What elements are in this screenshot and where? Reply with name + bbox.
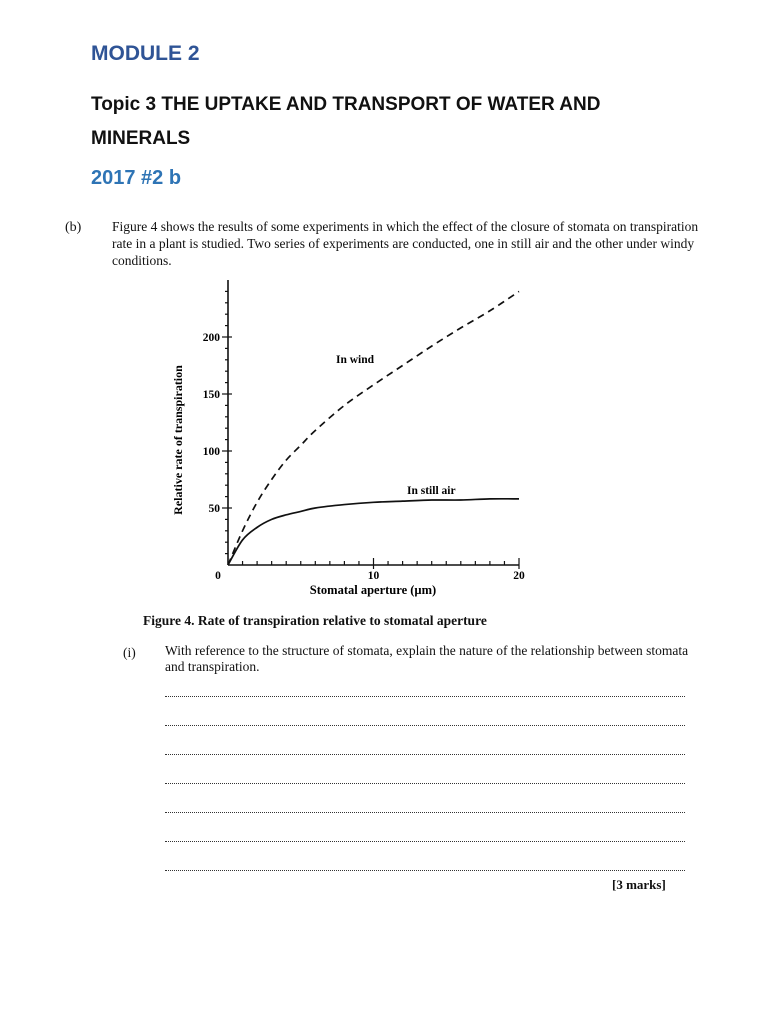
series-line-still-air — [228, 499, 519, 565]
answer-line[interactable] — [165, 725, 685, 726]
series-label-wind: In wind — [336, 354, 375, 366]
chart-axes — [228, 280, 519, 565]
topic-heading: Topic 3 THE UPTAKE AND TRANSPORT OF WATER AND MINERALS — [91, 94, 601, 149]
x-tick-label: 10 — [367, 570, 380, 582]
module-heading: MODULE 2 — [91, 42, 200, 65]
question-text: Figure 4 shows the results of some experiments in which the effect of the closure of stomata on transpiration rate in a plant is studied. Two series of experiments are conducted, one in still air and the other under windy conditions. — [112, 219, 699, 268]
answer-line[interactable] — [165, 754, 685, 755]
x-tick-label: 0 — [215, 570, 221, 582]
figure-caption: Figure 4. Rate of transpiration relative to stomatal aperture — [143, 613, 487, 628]
answer-line[interactable] — [165, 696, 685, 697]
subquestion-label: (i) — [123, 645, 136, 660]
question-label: (b) — [65, 220, 82, 235]
x-axis-label: Stomatal aperture (µm) — [309, 583, 437, 597]
answer-line[interactable] — [165, 841, 685, 842]
y-axis-label: Relative rate of transpiration — [171, 365, 185, 515]
answer-line[interactable] — [165, 783, 685, 784]
year-reference: 2017 #2 b — [91, 167, 182, 189]
chart-ticks — [203, 291, 525, 582]
x-tick-label: 20 — [513, 570, 525, 582]
y-tick-label: 150 — [202, 389, 220, 401]
answer-line[interactable] — [165, 812, 685, 813]
chart-series — [228, 291, 519, 565]
series-line-wind — [228, 291, 519, 565]
subquestion-text: With reference to the structure of stomata, explain the nature of the relationship between stomata and transpiration. — [165, 643, 689, 674]
series-label-still-air: In still air — [407, 485, 456, 497]
y-tick-label: 200 — [202, 332, 220, 344]
y-tick-label: 100 — [202, 446, 220, 458]
marks-allocation: [3 marks] — [612, 877, 666, 892]
y-tick-label: 50 — [208, 503, 220, 515]
answer-line[interactable] — [165, 870, 685, 871]
